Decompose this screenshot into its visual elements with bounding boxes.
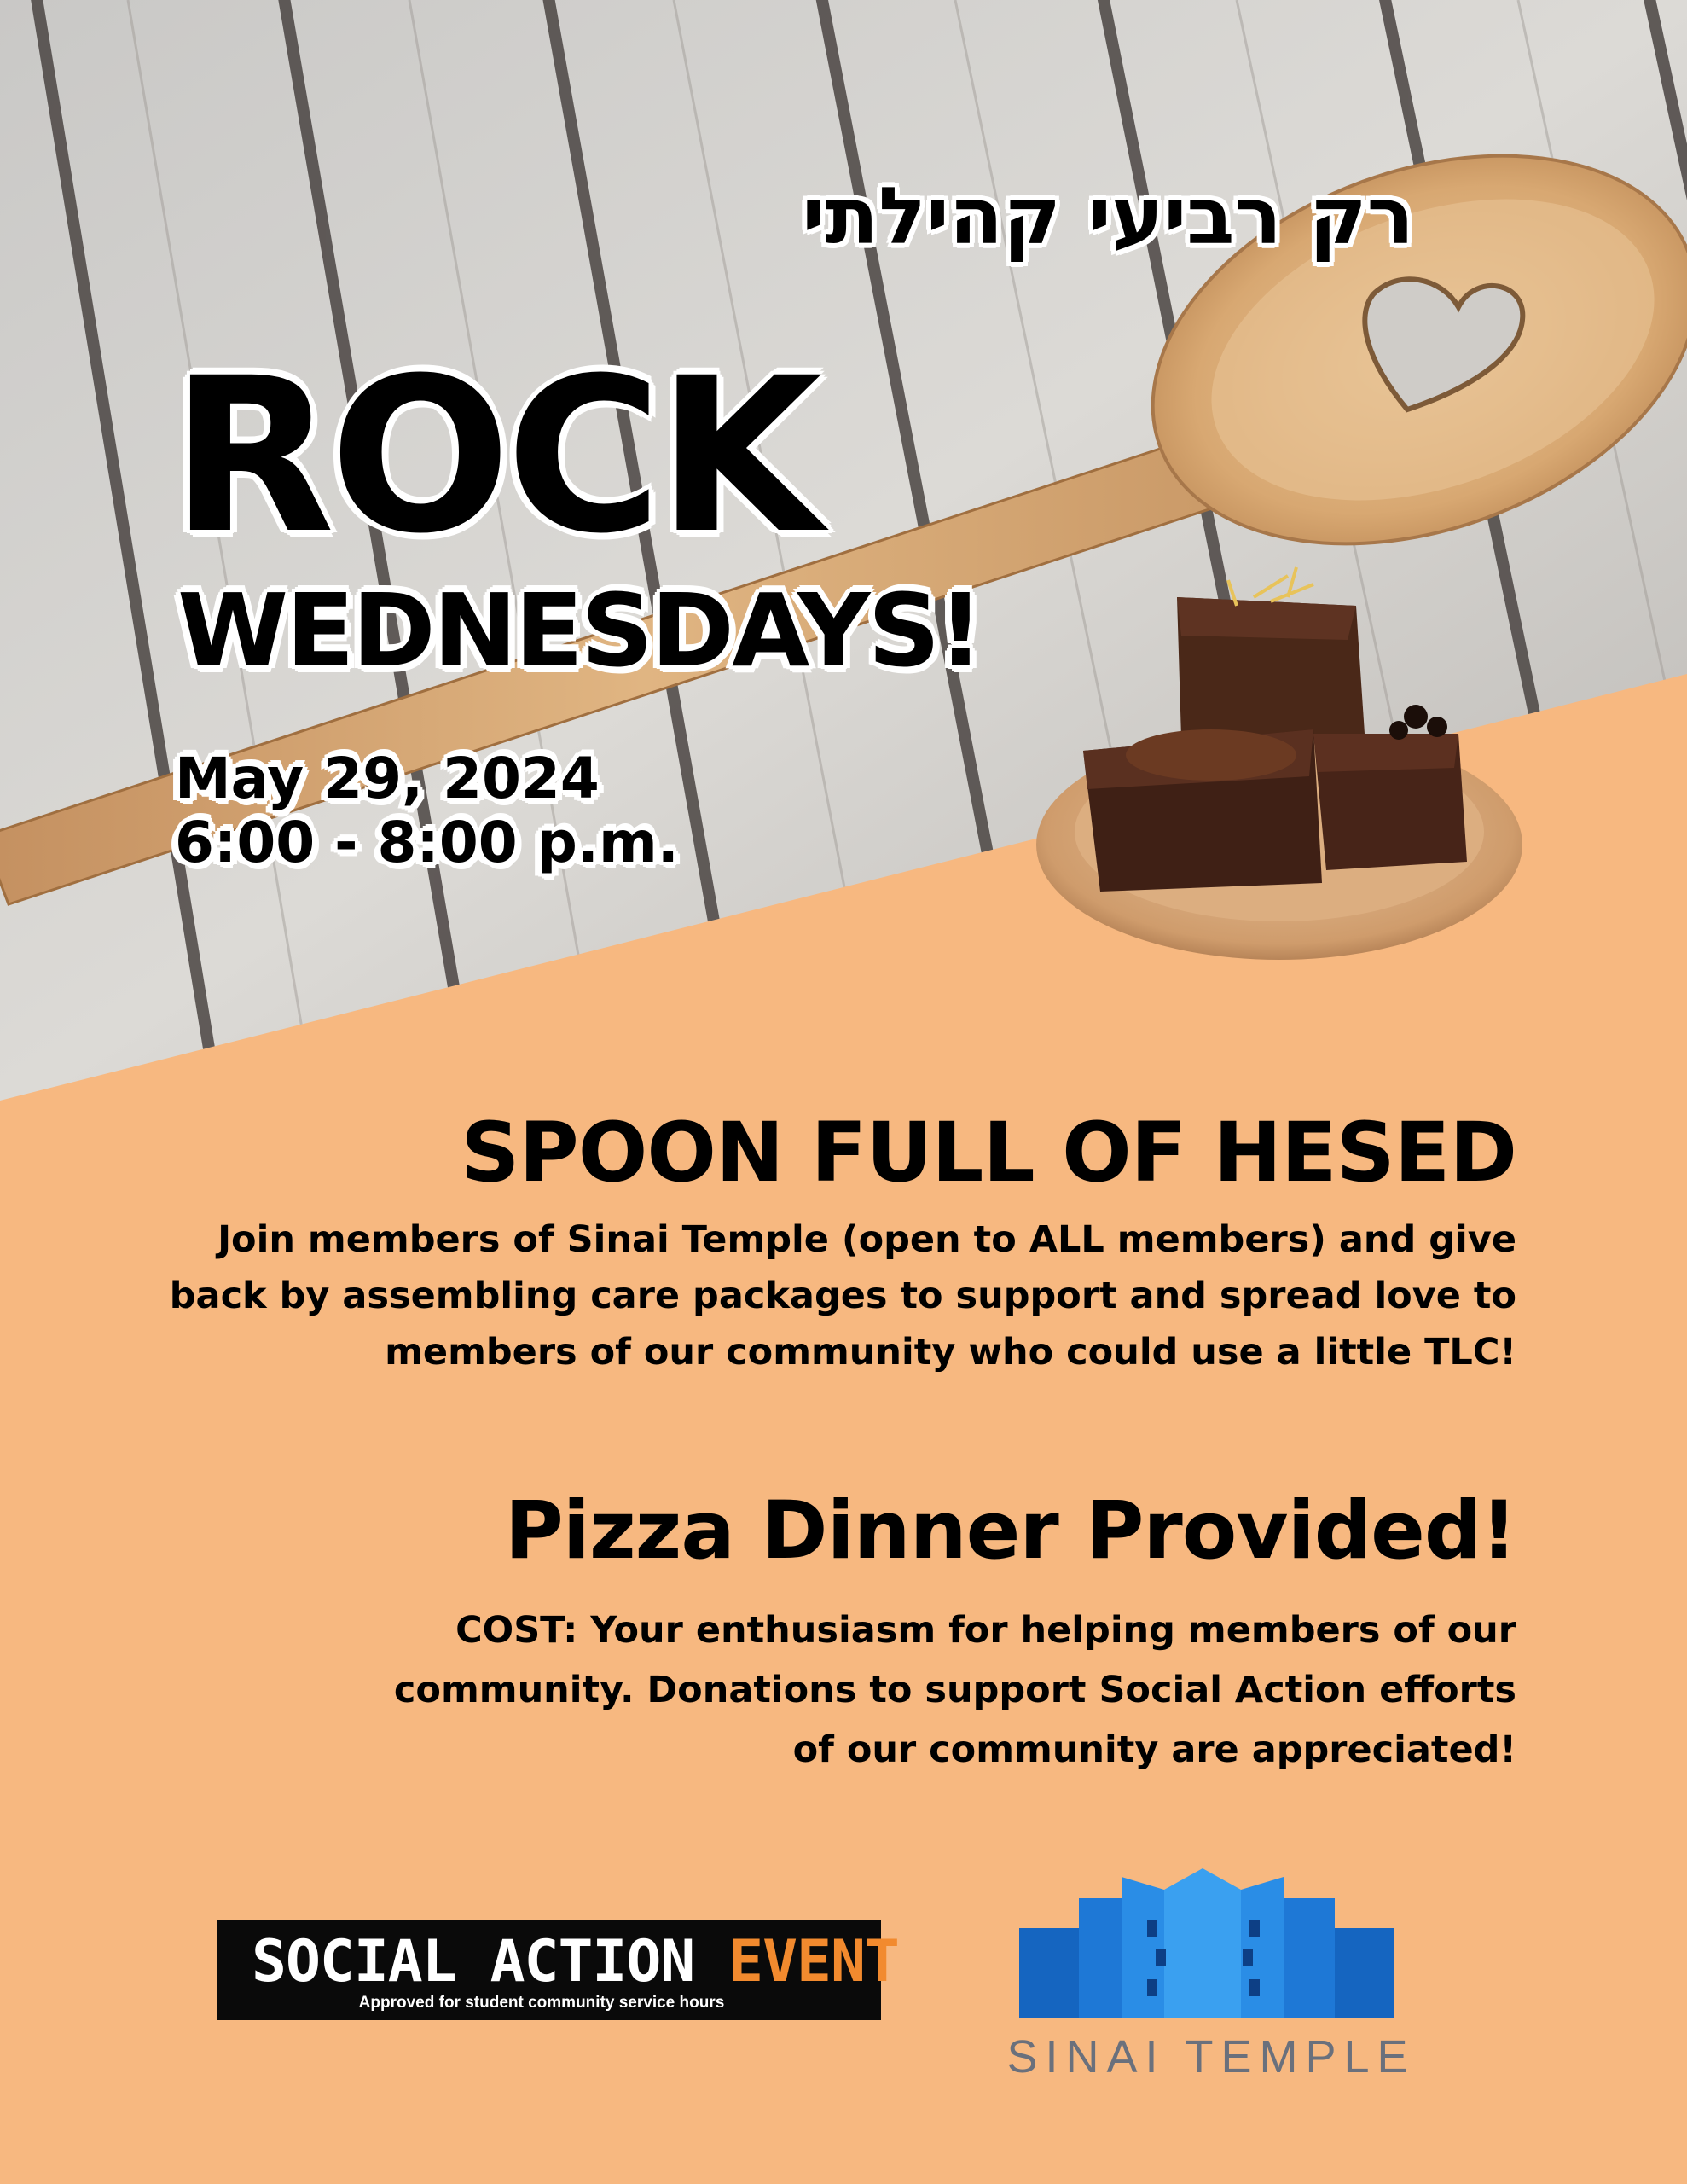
event-date: May 29, 2024 bbox=[175, 746, 600, 811]
event-time: 6:00 - 8:00 p.m. bbox=[175, 810, 679, 875]
badge-title-white: SOCIAL ACTION bbox=[252, 1928, 729, 1995]
section-heading-pizza: Pizza Dinner Provided! bbox=[504, 1484, 1516, 1577]
title-wednesdays: WEDNESDAYS! bbox=[177, 572, 982, 689]
hebrew-tagline: רק רביעי קהילתי bbox=[802, 171, 1414, 262]
social-action-event-badge bbox=[217, 1920, 899, 2020]
section-heading-hesed: SPOON FULL OF HESED bbox=[461, 1105, 1516, 1200]
sinai-temple-logo-icon bbox=[1019, 1868, 1394, 2035]
brownies-on-plate-icon bbox=[1032, 563, 1527, 977]
title-rock: ROCK bbox=[171, 332, 818, 580]
badge-title bbox=[252, 1928, 899, 1995]
badge-title-orange: EVENT bbox=[728, 1928, 899, 1995]
badge-subtitle: Approved for student community service hours bbox=[358, 1994, 725, 2012]
sinai-temple-wordmark: SINAI TEMPLE bbox=[1006, 2031, 1416, 2082]
section-body-hesed: Join members of Sinai Temple (open to ALL members) and give back by assembling care packages to support and spread love to members of our community who could use a little TLC! bbox=[169, 1218, 1516, 1374]
section-body-cost: COST: Your enthusiasm for helping members of our community. Donations to support Social Action efforts of our community are appreciated! bbox=[393, 1609, 1516, 1771]
